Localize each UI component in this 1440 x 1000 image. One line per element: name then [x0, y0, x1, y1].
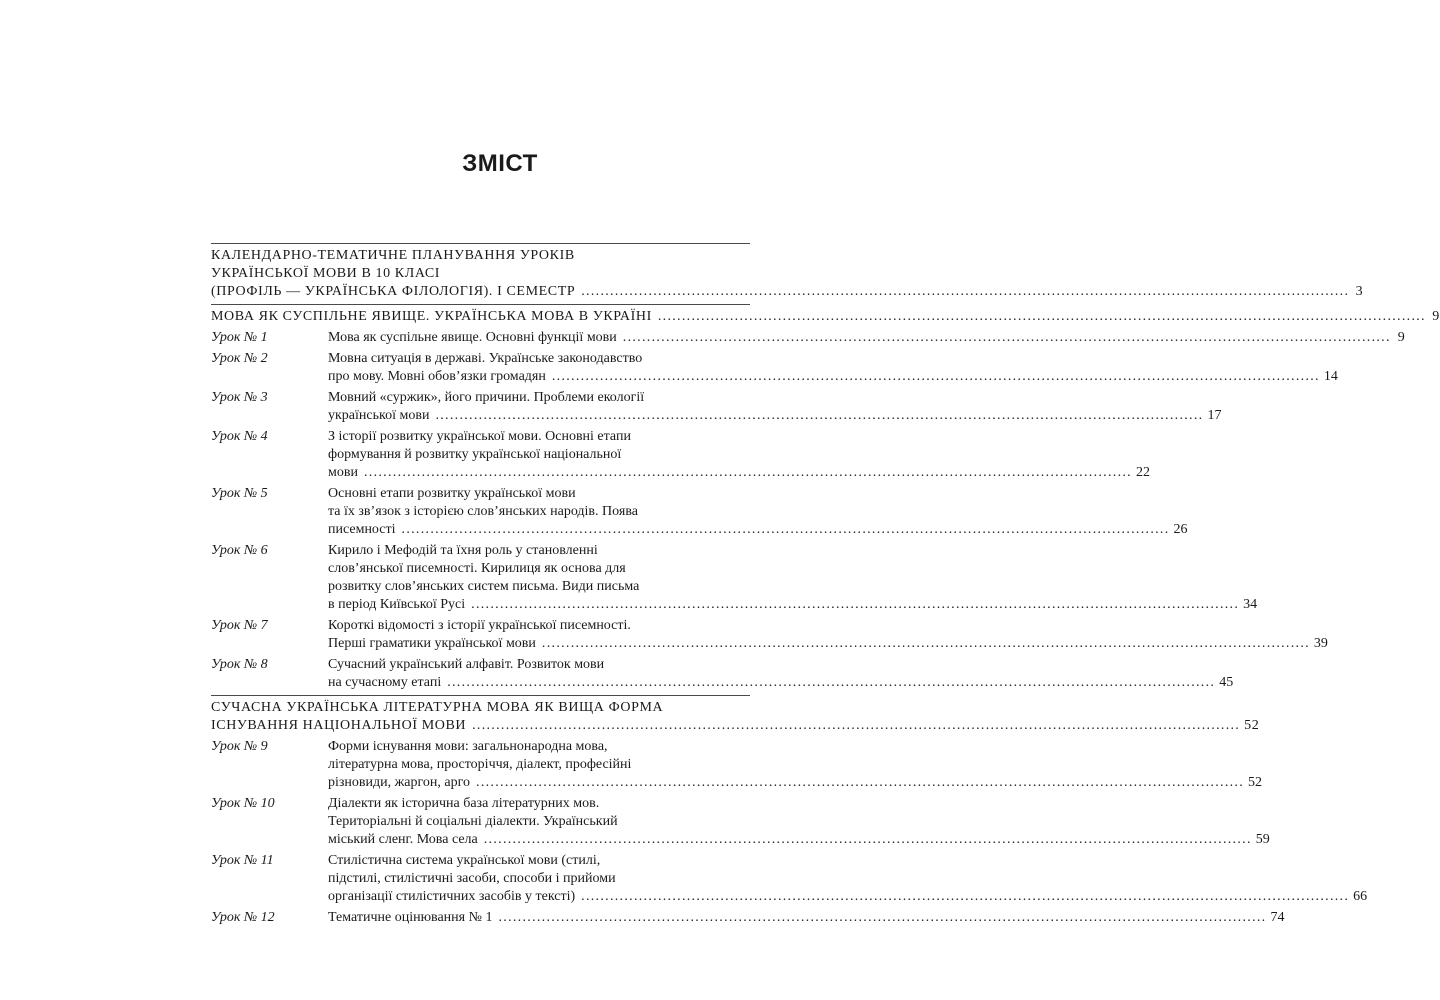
lesson-label: Урок № 3: [211, 390, 268, 405]
lesson-title-line: Стилістична система української мови (стилі,: [328, 853, 601, 868]
lesson-title-text: писемності: [328, 522, 396, 537]
lesson-title-text: мови: [328, 465, 358, 480]
lesson-title-line: літературна мова, просторіччя, діалект, професійні: [328, 757, 632, 772]
lesson-title: [328, 909, 1284, 927]
section-heading[interactable]: [211, 305, 1440, 329]
lesson-title-last-line: [328, 774, 1262, 792]
lesson-title-line: Короткі відомості з історії української писемності.: [328, 618, 631, 633]
page-title: ЗМІСТ: [462, 150, 538, 177]
lesson-title-last-line: [328, 368, 1338, 386]
lesson-title: [328, 542, 1257, 614]
lesson-entry[interactable]: [211, 485, 1188, 539]
section-heading-text: МОВА ЯК СУСПІЛЬНЕ ЯВИЩЕ. УКРАЇНСЬКА МОВА В УКРАЇНІ: [211, 309, 652, 324]
lesson-title: [328, 350, 1338, 386]
lesson-title-text: української мови: [328, 408, 430, 423]
lesson-title-line: розвитку слов’янських систем письма. Види письма: [328, 579, 640, 594]
lesson-label: Урок № 10: [211, 796, 275, 811]
lesson-entry[interactable]: [211, 428, 1150, 482]
lesson-title: [328, 656, 1233, 692]
leader-dots: [484, 831, 1252, 849]
lesson-entry[interactable]: [211, 852, 1368, 906]
leader-dots: [581, 888, 1349, 906]
lesson-label: Урок № 12: [211, 910, 275, 925]
lesson-title-line: слов’янської писемності. Кирилиця як основа для: [328, 561, 626, 576]
lesson-title-last-line: [328, 888, 1367, 906]
lesson-entry[interactable]: [211, 795, 1270, 849]
lesson-title-text: на сучасному етапі: [328, 675, 442, 690]
section-heading-last-line: [211, 717, 1260, 735]
lesson-title-text: різновиди, жаргон, арго: [328, 775, 471, 790]
lesson-title-text: Перші граматики української мови: [328, 636, 536, 651]
lesson-title-line: підстилі, стилістичні засоби, способи і прийоми: [328, 871, 616, 886]
lesson-label: Урок № 2: [211, 351, 268, 366]
page-number: 26: [1173, 522, 1188, 537]
section-heading[interactable]: [211, 696, 1260, 738]
lesson-title-line: Мовна ситуація в державі. Українське законодавство: [328, 351, 643, 366]
page-number: 9: [1432, 309, 1440, 324]
section-heading-line: СУЧАСНА УКРАЇНСЬКА ЛІТЕРАТУРНА МОВА ЯК ВИЩА ФОРМА: [211, 700, 664, 715]
lesson-title-line: Територіальні й соціальні діалекти. Український: [328, 814, 618, 829]
leader-dots: [364, 464, 1132, 482]
leader-dots: [542, 635, 1310, 653]
lesson-title-last-line: [328, 635, 1328, 653]
section-heading-text: (ПРОФІЛЬ — УКРАЇНСЬКА ФІЛОЛОГІЯ). I СЕМЕСТР: [211, 284, 576, 299]
lesson-title-last-line: [328, 831, 1270, 849]
lesson-title-line: Форми існування мови: загальнонародна мова,: [328, 739, 608, 754]
lesson-entry[interactable]: [211, 656, 1234, 692]
lesson-label: Урок № 8: [211, 657, 268, 672]
lesson-entry[interactable]: [211, 350, 1338, 386]
lesson-title-text: про мову. Мовні обов’язки громадян: [328, 369, 546, 384]
lesson-title-last-line: [328, 674, 1233, 692]
lesson-title-line: Основні етапи розвитку української мови: [328, 486, 576, 501]
lesson-title-last-line: [328, 329, 1405, 347]
page-number: 52: [1244, 718, 1260, 733]
leader-dots: [447, 674, 1215, 692]
lesson-title: [328, 617, 1328, 653]
page-number: 3: [1355, 284, 1364, 299]
page-number: 45: [1219, 675, 1234, 690]
leader-dots: [471, 596, 1239, 614]
lesson-label: Урок № 7: [211, 618, 268, 633]
lesson-title-text: в період Київської Русі: [328, 597, 466, 612]
lesson-title-text: міський сленг. Мова села: [328, 832, 478, 847]
page-number: 74: [1270, 910, 1285, 925]
leader-dots: [552, 368, 1320, 386]
lesson-label: Урок № 6: [211, 543, 268, 558]
leader-dots: [658, 308, 1426, 326]
lesson-entry[interactable]: [211, 542, 1258, 614]
section-heading-line: КАЛЕНДАРНО-ТЕМАТИЧНЕ ПЛАНУВАННЯ УРОКІВ: [211, 248, 575, 263]
lesson-title-text: Тематичне оцінювання № 1: [328, 910, 493, 925]
lesson-title-text: організації стилістичних засобів у тексті): [328, 889, 576, 904]
page-number: 17: [1207, 408, 1222, 423]
page-number: 59: [1255, 832, 1270, 847]
lesson-title-line: Сучасний український алфавіт. Розвиток мови: [328, 657, 605, 672]
lesson-title-line: Кирило і Мефодій та їхня роль у становленні: [328, 543, 598, 558]
leader-dots: [623, 329, 1391, 347]
page-number: 14: [1323, 369, 1338, 384]
leader-dots: [435, 407, 1203, 425]
table-of-contents: [211, 243, 1440, 930]
page-number: 22: [1135, 465, 1150, 480]
leader-dots: [498, 909, 1266, 927]
lesson-title: [328, 428, 1150, 482]
lesson-title-last-line: [328, 596, 1257, 614]
page-number: 66: [1353, 889, 1368, 904]
lesson-label: Урок № 11: [211, 853, 274, 868]
section-heading-text: ІСНУВАННЯ НАЦІОНАЛЬНОЇ МОВИ: [211, 718, 467, 733]
lesson-title-line: Мовний «суржик», його причини. Проблеми екології: [328, 390, 645, 405]
lesson-entry[interactable]: [211, 738, 1263, 792]
lesson-label: Урок № 4: [211, 429, 268, 444]
lesson-label: Урок № 9: [211, 739, 268, 754]
lesson-title-last-line: [328, 521, 1188, 539]
lesson-title-text: Мова як суспільне явище. Основні функції мови: [328, 330, 617, 345]
lesson-title: [328, 795, 1270, 849]
lesson-entry[interactable]: [211, 909, 1285, 927]
section-heading[interactable]: [211, 244, 1364, 304]
lesson-title-last-line: [328, 464, 1150, 482]
lesson-label: Урок № 1: [211, 330, 268, 345]
lesson-title: [328, 389, 1221, 425]
lesson-title: [328, 485, 1188, 539]
section-heading-last-line: [211, 308, 1440, 326]
lesson-title: [328, 329, 1405, 347]
lesson-title-last-line: [328, 407, 1221, 425]
page-number: 39: [1313, 636, 1328, 651]
leader-dots: [402, 521, 1170, 539]
section-heading-last-line: [211, 283, 1364, 301]
leader-dots: [472, 717, 1240, 735]
lesson-title-line: формування й розвитку української національної: [328, 447, 622, 462]
lesson-label: Урок № 5: [211, 486, 268, 501]
lesson-title-line: З історії розвитку української мови. Основні етапи: [328, 429, 631, 444]
lesson-entry[interactable]: [211, 329, 1405, 347]
lesson-entry[interactable]: [211, 617, 1328, 653]
lesson-title-line: Діалекти як історична база літературних мов.: [328, 796, 600, 811]
page-number: 34: [1243, 597, 1258, 612]
section-heading-line: УКРАЇНСЬКОЇ МОВИ В 10 КЛАСІ: [211, 266, 441, 281]
lesson-title-line: та їх зв’язок з історією слов’янських народів. Поява: [328, 504, 638, 519]
lesson-title-last-line: [328, 909, 1284, 927]
leader-dots: [476, 774, 1244, 792]
lesson-title: [328, 852, 1367, 906]
page-number: 9: [1397, 330, 1405, 345]
lesson-entry[interactable]: [211, 389, 1222, 425]
page-number: 52: [1248, 775, 1263, 790]
leader-dots: [581, 283, 1349, 301]
lesson-title: [328, 738, 1262, 792]
